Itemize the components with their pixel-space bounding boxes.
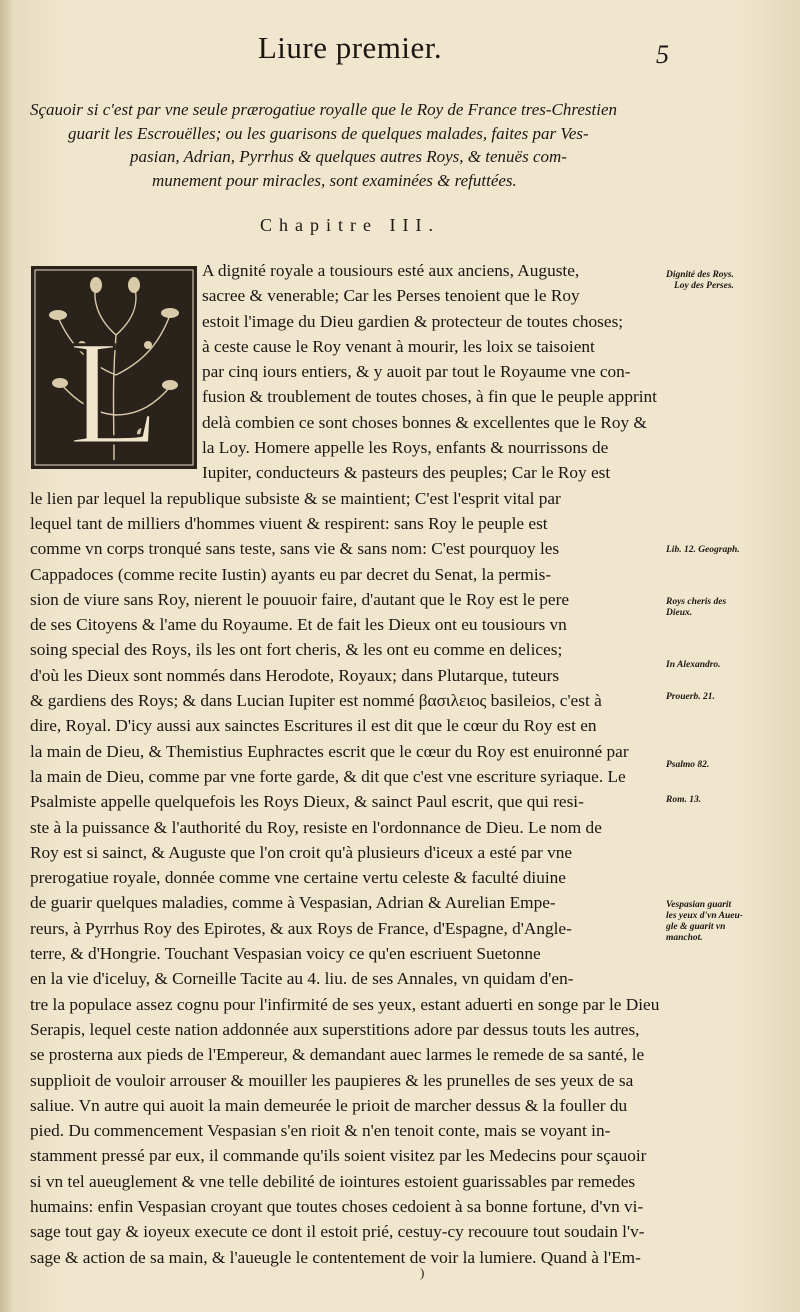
body-line: reurs, à Pyrrhus Roy des Epirotes, & aux Roys de France, d'Espagne, d'Angle- [30,918,572,938]
body-line: si vn tel aueuglement & vne telle debilité de iointures estoient guarissables par remedes [30,1171,636,1191]
margin-note-line: Psalmo 82. [666,760,710,770]
summary-line: munement pour miracles, sont examinées & refuttées. [152,170,517,190]
body-line: se prosterna aux pieds de l'Empereur, & demandant auec larmes le remede de sa santé, le [30,1045,645,1065]
page-number: 5 [656,40,669,69]
body-line: en la vie d'iceluy, & Corneille Tacite au 4. liu. de ses Annales, vn quidam d'en- [30,969,574,989]
signature-mark: ) [420,1265,425,1280]
margin-note [666,660,721,671]
margin-note [666,270,734,292]
margin-note-line: gle & guarit vn [666,922,726,932]
body-line: Iupiter, conducteurs & pasteurs des peuples; Car le Roy est [202,463,611,483]
body-line: humains: enfin Vespasian croyant que toutes choses cedoient à sa bonne fortune, d'vn vi- [30,1196,644,1216]
body-line: sion de viure sans Roy, nierent le pouuoir faire, d'autant que le Roy est le pere [30,589,569,609]
margin-note-line: les yeux d'vn Aueu- [666,911,743,921]
running-head: Liure premier. [257,30,443,65]
body-line: sage tout gay & ioyeux execute ce dont il estoit prié, cestuy-cy recouure tout soudain l'v- [30,1222,645,1242]
body-line: d'où les Dieux sont nommés dans Herodote, Royaux; dans Plutarque, tuteurs [30,665,560,685]
body-line: Psalmiste appelle quelquefois les Roys Dieux, & sainct Paul escrit, que qui resi- [30,792,584,812]
margin-note [666,692,715,703]
body-line: par cinq iours entiers, & y auoit par tout le Royaume vne con- [202,362,631,382]
body-text [30,258,662,1270]
body-line: sacree & venerable; Car les Perses tenoient que le Roy [202,286,580,306]
body-line: la Loy. Homere appelle les Roys, enfants & nourrissons de [202,438,609,458]
body-line: tre la populace assez cognu pour l'infirmité de ses yeux, estant aduerti en songe par le Dieu [30,994,660,1014]
body-line: sage & action de sa main, & l'aueugle le contentement de voir la lumiere. Quand à l'Em- [30,1247,641,1267]
body-line: stamment pressé par eux, il commande qu'ils soient visitez par les Medecins pour sçauoir [30,1146,647,1166]
margin-note-line: Loy des Perses. [674,281,734,291]
margin-note [666,795,701,806]
margin-note-line: manchot. [666,933,703,943]
body-line: supplioit de vouloir arrouser & mouiller les paupieres & les prunelles de ses yeux de sa [30,1070,634,1090]
body-line: ste à la puissance & l'authorité du Roy, resiste en l'ordonnance de Dieu. Le nom de [30,817,602,837]
body-line: la main de Dieu, & Themistius Euphractes escrit que le cœur du Roy est enuironné par [30,741,629,761]
body-line: Roy est si sainct, & Auguste que l'on croit qu'à plusieurs d'iceux a esté par vne [30,842,573,862]
margin-note [666,597,726,619]
summary-line: guarit les Escrouëlles; ou les guarisons de quelques malades, faites par Ves- [68,123,589,143]
body-line: terre, & d'Hongrie. Touchant Vespasian voicy ce qu'en escriuent Suetonne [30,944,541,964]
chapter-summary [30,98,710,192]
summary-line: pasian, Adrian, Pyrrhus & quelques autres Roys, & tenuës com- [130,147,567,166]
margin-note [666,760,709,771]
margin-note-line: Vespasian guarit [666,900,732,910]
body-line: & gardiens des Roys; & dans Lucian Iupiter est nommé βασιλειος basileios, c'est à [30,691,602,711]
body-line: estoit l'image du Dieu gardien & protecteur de toutes choses; [202,311,624,331]
margin-note-line: Roys cheris des [666,597,727,607]
margin-note [666,900,743,944]
margin-note-line: Lib. 12. Geograph. [666,545,740,555]
body-line: A dignité royale a tousiours esté aux anciens, Auguste, [202,261,580,280]
body-line: comme vn corps tronqué sans teste, sans vie & sans nom: C'est pourquoy les [30,539,560,559]
body-line: delà combien ce sont choses bonnes & excellentes que le Roy & [202,412,647,432]
margin-note-line: Dignité des Roys. [666,270,734,280]
body-line: de guarir quelques maladies, comme à Vespasian, Adrian & Aurelian Empe- [30,893,556,913]
initial-letter-glyph: L [68,310,160,470]
body-line: saliue. Vn autre qui auoit la main demeurée le prioit de marcher dessus & la fouller du [30,1095,628,1115]
body-line: la main de Dieu, comme par vne forte garde, & dit que c'est vne escriture syriaque. Le [30,766,626,786]
margin-note-line: Rom. 13. [666,795,702,805]
body-line: Cappadoces (comme recite Iustin) ayants eu par decret du Senat, la permis- [30,564,552,584]
body-line: le lien par lequel la republique subsiste & se maintient; C'est l'esprit vital par [30,488,561,508]
chapter-heading: Chapitre III. [260,215,440,235]
margin-note-line: Dieux. [666,608,693,618]
body-line: fusion & troublement de toutes choses, à fin que le peuple apprint [202,387,657,407]
margin-note [666,545,740,556]
body-line: prerogatiue royale, donnée comme vne certaine vertu celeste & faculté diuine [30,868,566,888]
body-line: soing special des Roys, ils les ont fort cheris, & les ont eu comme en delices; [30,640,563,660]
body-line: de ses Citoyens & l'ame du Royaume. Et de fait les Dieux ont eu tousiours vn [30,615,567,635]
margin-note-line: In Alexandro. [666,660,721,670]
body-line: à ceste cause le Roy venant à mourir, les loix se taisoient [202,336,595,356]
body-line: Serapis, lequel ceste nation addonnée aux superstitions adore par dessus touts les autres, [30,1019,640,1039]
body-line: pied. Du commencement Vespasian s'en rioit & n'en tenoit conte, mais se voyant in- [30,1121,611,1141]
summary-line: Sçauoir si c'est par vne seule prærogatiue royalle que le Roy de France tres-Chrestien [30,100,618,119]
body-line: dire, Royal. D'icy aussi aux sainctes Escritures il est dit que le cœur du Roy est en [30,716,597,736]
body-line: lequel tant de milliers d'hommes viuent & respirent: sans Roy le peuple est [30,513,548,533]
margin-note-line: Prouerb. 21. [666,692,715,702]
